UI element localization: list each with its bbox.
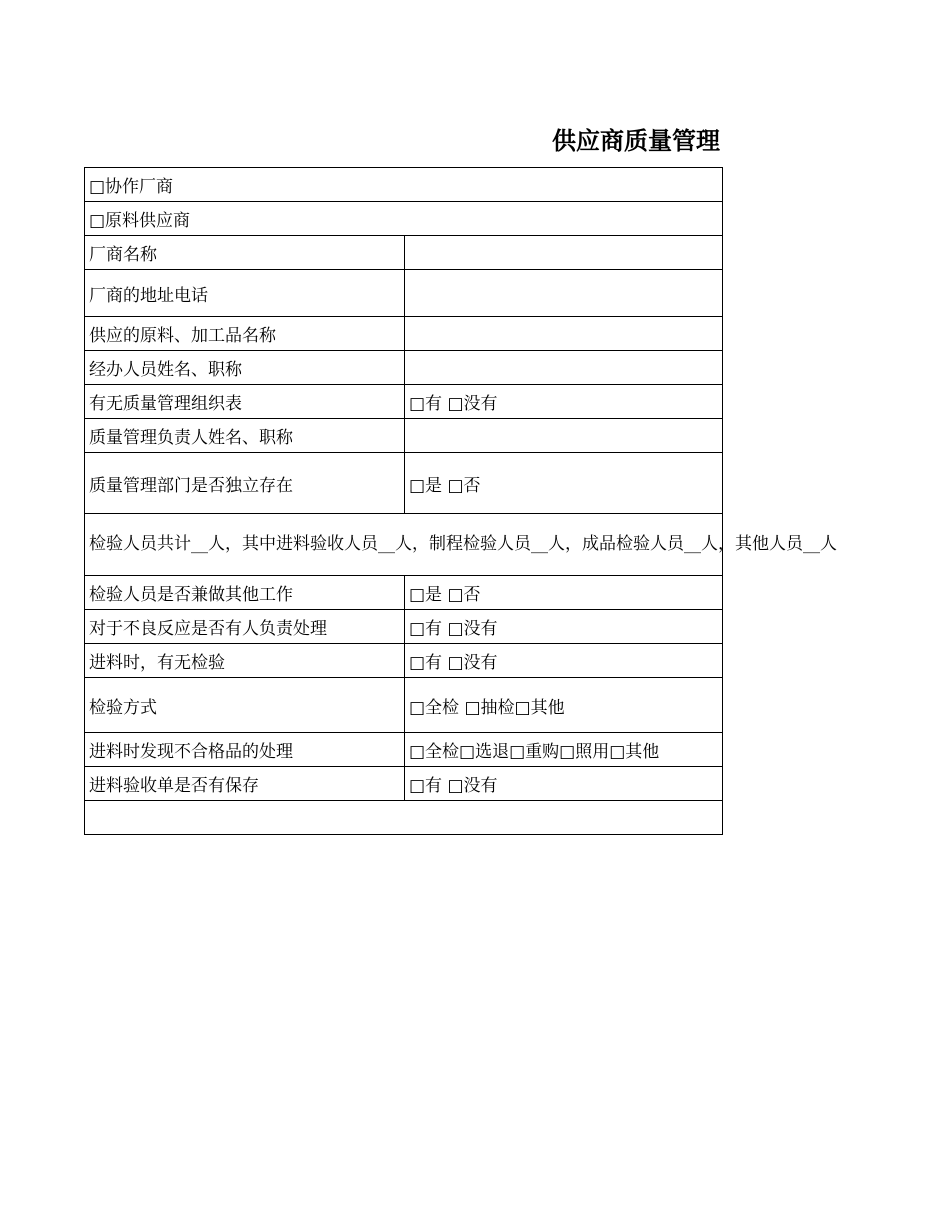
- qm-manager-label: 质量管理负责人姓名、职称: [85, 419, 405, 453]
- inspector-count-text[interactable]: 检验人员共计__人，其中进料验收人员__人，制程检验人员__人，成品检验人员__人，其他人员__人: [85, 514, 723, 576]
- title-clip: [84, 122, 721, 162]
- defect-handler-options[interactable]: □有 □没有: [405, 610, 723, 644]
- form-row-vendor-name: [85, 236, 723, 270]
- inspection-method-label: 检验方式: [85, 678, 405, 733]
- nonconforming-label: 进料时发现不合格品的处理: [85, 733, 405, 767]
- receipt-kept-options[interactable]: □有 □没有: [405, 767, 723, 801]
- form-row-inspection-method: [85, 678, 723, 733]
- inspector-part-time-label: 检验人员是否兼做其他工作: [85, 576, 405, 610]
- blank-row-cell[interactable]: [85, 801, 723, 835]
- vendor-name-label: 厂商名称: [85, 236, 405, 270]
- qm-dept-label: 质量管理部门是否独立存在: [85, 453, 405, 514]
- inspector-part-time-options[interactable]: □是 □否: [405, 576, 723, 610]
- incoming-inspection-options[interactable]: □有 □没有: [405, 644, 723, 678]
- form-row-defect-handler: [85, 610, 723, 644]
- nonconforming-options[interactable]: □全检□选退□重购□照用□其他: [405, 733, 723, 767]
- supplier-qm-form: [84, 167, 837, 835]
- form-row-inspector-part-time: [85, 576, 723, 610]
- form-row-blank: [85, 801, 723, 835]
- form-row-nonconforming: [85, 733, 723, 767]
- defect-handler-label: 对于不良反应是否有人负责处理: [85, 610, 405, 644]
- incoming-inspection-label: 进料时，有无检验: [85, 644, 405, 678]
- supplied-materials-label: 供应的原料、加工品名称: [85, 317, 405, 351]
- supplier-type-cooperative[interactable]: □协作厂商: [85, 168, 723, 202]
- form-row-handler: [85, 351, 723, 385]
- form-row-qm-org-chart: [85, 385, 723, 419]
- form-row-inspector-count: [85, 514, 723, 576]
- form-row-supplied-materials: [85, 317, 723, 351]
- vendor-address-label: 厂商的地址电话: [85, 270, 405, 317]
- supplied-materials-field[interactable]: [405, 317, 723, 351]
- vendor-address-field[interactable]: [405, 270, 723, 317]
- form-row-receipt-kept: [85, 767, 723, 801]
- qm-dept-options[interactable]: □是 □否: [405, 453, 723, 514]
- handler-label: 经办人员姓名、职称: [85, 351, 405, 385]
- form-row-cooperative-vendor: [85, 168, 723, 202]
- form-row-qm-dept: [85, 453, 723, 514]
- qm-org-chart-options[interactable]: □有 □没有: [405, 385, 723, 419]
- supplier-type-material[interactable]: □原料供应商: [85, 202, 723, 236]
- form-title: 供应商质量管理: [552, 127, 720, 155]
- form-row-vendor-address: [85, 270, 723, 317]
- handler-field[interactable]: [405, 351, 723, 385]
- qm-org-chart-label: 有无质量管理组织表: [85, 385, 405, 419]
- qm-manager-field[interactable]: [405, 419, 723, 453]
- receipt-kept-label: 进料验收单是否有保存: [85, 767, 405, 801]
- vendor-name-field[interactable]: [405, 236, 723, 270]
- form-row-qm-manager: [85, 419, 723, 453]
- inspection-method-options[interactable]: □全检 □抽检□其他: [405, 678, 723, 733]
- form-row-material-supplier: [85, 202, 723, 236]
- form-row-incoming-inspection: [85, 644, 723, 678]
